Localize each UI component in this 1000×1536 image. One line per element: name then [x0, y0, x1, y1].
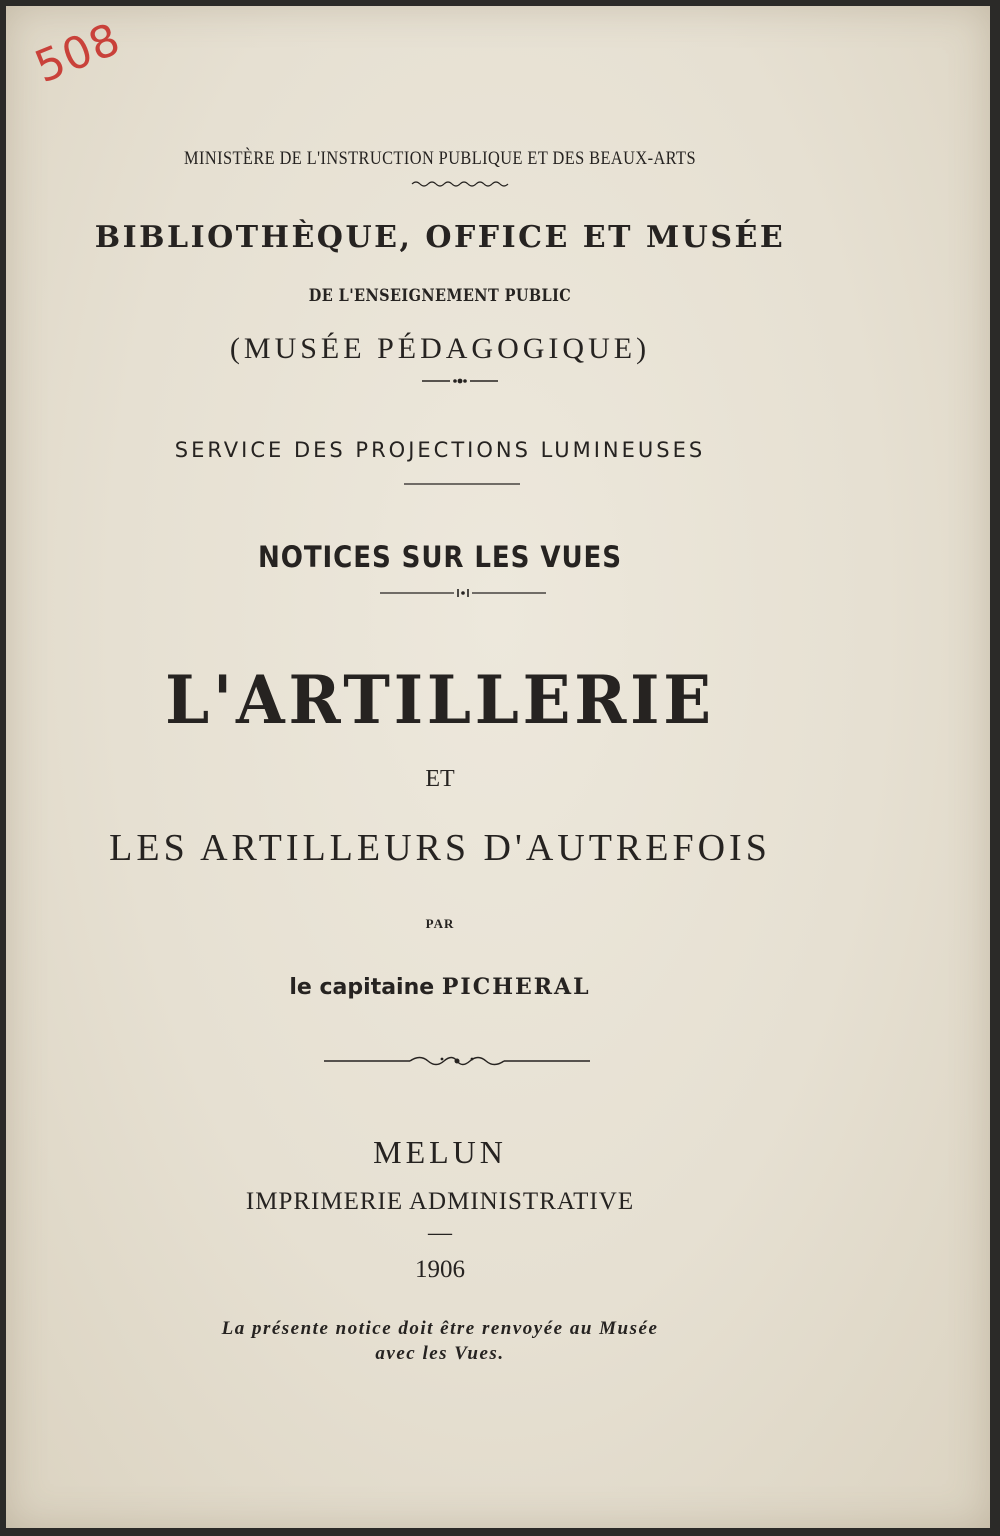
dot-rule-ornament — [420, 376, 500, 386]
title-conjunction: ET — [425, 766, 455, 792]
imprint-year: 1906 — [415, 1256, 465, 1283]
plain-rule — [404, 482, 520, 486]
subtitle: LES ARTILLEURS D'AUTREFOIS — [109, 827, 771, 869]
main-title: L'ARTILLERIE — [165, 661, 715, 739]
return-notice-line-1: La présente notice doit être renvoyée au Musée — [221, 1318, 659, 1339]
imprint-dash: — — [428, 1220, 452, 1246]
return-notice-line-2: avec les Vues. — [375, 1343, 505, 1364]
ministry-heading: MINISTÈRE DE L'INSTRUCTION PUBLIQUE ET DES BEAUX-ARTS — [184, 148, 696, 169]
imprint-printer: IMPRIMERIE ADMINISTRATIVE — [245, 1188, 635, 1215]
by-label: PAR — [425, 916, 455, 931]
author-line — [0, 974, 932, 1000]
institution-subtitle: DE L'ENSEIGNEMENT PUBLIC — [308, 286, 572, 306]
notices-heading: NOTICES SUR LES VUES — [258, 540, 622, 574]
wavy-rule-ornament — [410, 180, 510, 188]
author-name: PICHERAL — [441, 974, 591, 1000]
cover-page — [6, 6, 990, 1528]
dagger-rule-ornament — [380, 588, 546, 598]
author-rank: le capitaine — [289, 975, 435, 1000]
imprint-city: MELUN — [373, 1134, 507, 1170]
floral-rule-ornament — [324, 1052, 590, 1070]
musee-pedagogique-label: (MUSÉE PÉDAGOGIQUE) — [229, 332, 651, 365]
institution-title: BIBLIOTHÈQUE, OFFICE ET MUSÉE — [94, 220, 786, 255]
handwritten-catalog-number: 508 — [28, 13, 128, 94]
service-heading: SERVICE DES PROJECTIONS LUMINEUSES — [174, 438, 706, 462]
